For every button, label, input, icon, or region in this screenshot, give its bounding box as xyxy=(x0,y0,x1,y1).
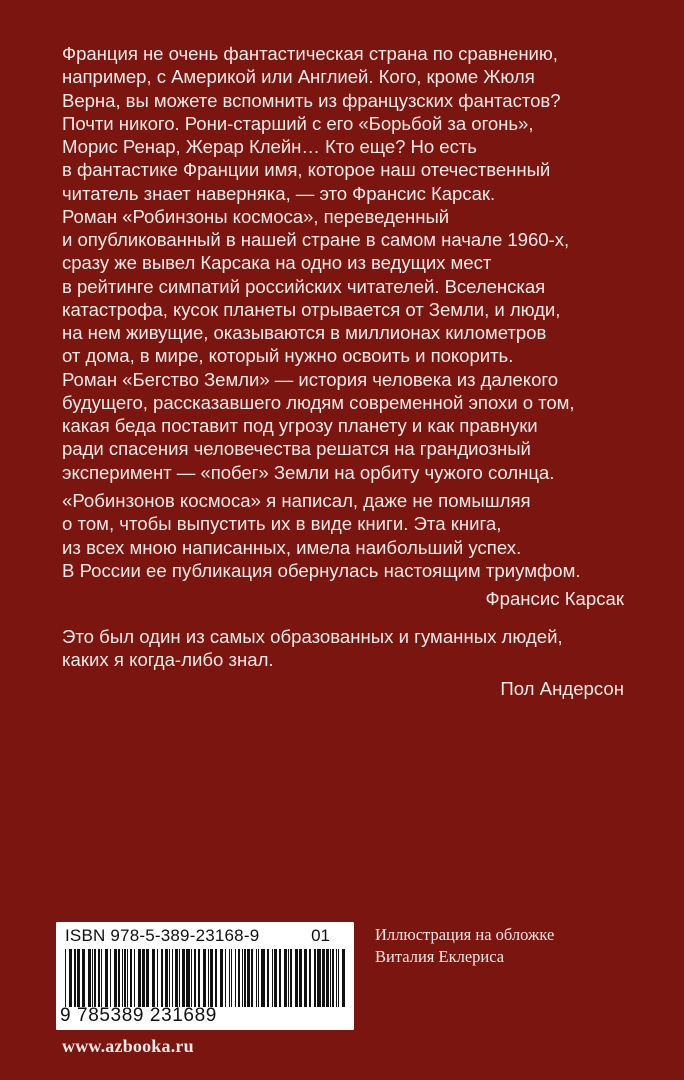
barcode-bar xyxy=(146,949,149,1007)
author-quote xyxy=(62,489,624,610)
barcode-bar xyxy=(279,949,281,1007)
barcode-bar xyxy=(88,949,91,1007)
barcode-bar xyxy=(208,949,209,1007)
quote-line: В России ее публикация обернулась настоящим триумфом. xyxy=(62,559,581,581)
annotation-line: какая беда поставит под угрозу планету и как правнуки xyxy=(62,415,538,436)
barcode-bar xyxy=(251,949,253,1007)
barcode-bar xyxy=(191,949,192,1007)
barcode-bar xyxy=(215,949,217,1007)
credit-illustrator: Виталия Еклериса xyxy=(375,946,505,966)
isbn-barcode xyxy=(56,922,354,1030)
barcode-bar xyxy=(210,949,213,1007)
ean-digits: 9 785389 231689 xyxy=(60,1005,217,1026)
annotation-line: Франция не очень фантастическая страна по сравнению, xyxy=(62,43,558,64)
barcode-bar xyxy=(114,949,117,1007)
barcode-bar xyxy=(284,949,287,1007)
barcode-bar xyxy=(127,949,128,1007)
barcode-bar xyxy=(242,949,243,1007)
book-annotation xyxy=(62,42,624,484)
publisher-website[interactable]: www.azbooka.ru xyxy=(62,1036,194,1056)
annotation-line: Морис Ренар, Жерар Клейн… Кто еще? Но есть xyxy=(62,136,477,157)
barcode-bar xyxy=(304,949,307,1007)
barcode-bar xyxy=(74,949,76,1007)
annotation-line: Верна, вы можете вспомнить из французских фантастов? xyxy=(62,89,561,111)
annotation-line: в рейтинге симпатий российских читателей. Вселенская xyxy=(62,275,546,297)
annotation-line: в фантастике Франции имя, которое наш отечественный xyxy=(62,159,551,181)
barcode-bar xyxy=(314,949,316,1007)
barcode-bar xyxy=(203,949,206,1007)
barcode-bar xyxy=(165,949,168,1007)
barcode-bar xyxy=(98,949,100,1007)
barcode-bar xyxy=(124,949,126,1007)
barcode-bar xyxy=(77,949,80,1007)
anderson-quote xyxy=(62,625,624,700)
barcode-bar xyxy=(179,949,180,1007)
barcode-bar xyxy=(238,949,240,1007)
quote-line: Это был один из самых образованных и гуманных людей, xyxy=(62,626,563,647)
isbn-number: ISBN 978-5-389-23168-9 xyxy=(65,926,260,945)
annotation-line: на нем живущие, оказываются в миллионах километров xyxy=(62,322,547,343)
barcode-bar xyxy=(198,949,200,1007)
barcode-bar xyxy=(157,949,158,1007)
barcode-bar xyxy=(326,949,329,1007)
annotation-line: ради спасения человечества решатся на грандиозный xyxy=(62,438,531,460)
annotation-line: эксперимент — «побег» Земли на орбиту чужого солнца. xyxy=(62,461,555,483)
barcode-bars xyxy=(65,949,345,1007)
barcode-bar xyxy=(258,949,259,1007)
barcode-bar xyxy=(322,949,325,1007)
quote-attribution: Франсис Карсак xyxy=(485,588,624,609)
barcode-bar xyxy=(182,949,185,1007)
barcode-bar xyxy=(175,949,178,1007)
annotation-line: от дома, в мире, который нужно освоить и покорить. xyxy=(62,345,514,367)
barcode-bar xyxy=(338,949,339,1007)
barcode-bar xyxy=(105,949,108,1007)
annotation-line: Роман «Бегство Земли» — история человека из далекого xyxy=(62,368,559,390)
barcode-bar xyxy=(288,949,289,1007)
barcode-bar xyxy=(186,949,190,1007)
barcode-bar xyxy=(130,949,132,1007)
barcode-bar xyxy=(101,949,102,1007)
barcode-bar xyxy=(342,949,345,1007)
barcode-bar xyxy=(69,949,72,1007)
barcode-bar xyxy=(330,949,331,1007)
annotation-line: сразу же вывел Карсака на одно из ведущих мест xyxy=(62,252,492,274)
barcode-bar xyxy=(134,949,135,1007)
barcode-bar xyxy=(169,949,170,1007)
barcode-bar xyxy=(332,949,334,1007)
barcode-bar xyxy=(272,949,273,1007)
barcode-bar xyxy=(142,949,145,1007)
barcode-bar xyxy=(336,949,337,1007)
barcode-bar xyxy=(299,949,302,1007)
barcode-bar xyxy=(290,949,292,1007)
barcode-bar xyxy=(94,949,96,1007)
illustration-credit xyxy=(375,924,554,967)
quote-line: из всех мною написанных, имела наибольший успех. xyxy=(62,536,522,558)
quote-line: «Робинзонов космоса» я написал, даже не помышляя xyxy=(62,490,531,511)
barcode-bar xyxy=(194,949,196,1007)
annotation-line: катастрофа, кусок планеты отрывается от Земли, и люди, xyxy=(62,298,561,320)
barcode-bar xyxy=(261,949,265,1007)
quote-line: о том, чтобы выпустить их в виде книги. Эта книга, xyxy=(62,513,502,535)
quote-line: каких я когда-либо знал. xyxy=(62,649,274,671)
barcode-bar xyxy=(317,949,321,1007)
barcode-bar xyxy=(110,949,111,1007)
barcode-bar xyxy=(172,949,173,1007)
barcode-bar xyxy=(309,949,311,1007)
annotation-line: Почти никого. Рони-старший с его «Борьбой за огонь», xyxy=(62,112,534,134)
barcode-bar xyxy=(82,949,85,1007)
annotation-line: Роман «Робинзоны космоса», переведенный xyxy=(62,205,450,227)
annotation-line: например, с Америкой или Англией. Кого, кроме Жюля xyxy=(62,66,535,88)
barcode-addon: 01 xyxy=(311,926,330,945)
barcode-bar xyxy=(235,949,236,1007)
barcode-bar xyxy=(229,949,230,1007)
barcode-bar xyxy=(247,949,250,1007)
barcode-bar xyxy=(138,949,141,1007)
barcode-bar xyxy=(152,949,155,1007)
barcode-bar xyxy=(118,949,120,1007)
barcode-bar xyxy=(225,949,226,1007)
barcode-bar xyxy=(256,949,257,1007)
barcode-bar xyxy=(161,949,163,1007)
barcode-bar xyxy=(122,949,123,1007)
barcode-bar xyxy=(295,949,298,1007)
barcode-bar xyxy=(65,949,66,1007)
barcode-bar xyxy=(220,949,223,1007)
credit-line: Иллюстрация на обложке xyxy=(375,925,555,944)
barcode-bar xyxy=(267,949,269,1007)
barcode-bar xyxy=(92,949,93,1007)
annotation-line: будущего, рассказавшего людям современной эпохи о том, xyxy=(62,391,575,413)
annotation-line: и опубликованный в нашей стране в самом начале 1960-х, xyxy=(62,229,570,250)
barcode-bar xyxy=(274,949,277,1007)
barcode-bar xyxy=(244,949,246,1007)
quote-attribution: Пол Андерсон xyxy=(500,677,624,699)
barcode-bar xyxy=(231,949,232,1007)
annotation-line: читатель знает наверняка, — это Франсис Карсак. xyxy=(62,182,496,204)
